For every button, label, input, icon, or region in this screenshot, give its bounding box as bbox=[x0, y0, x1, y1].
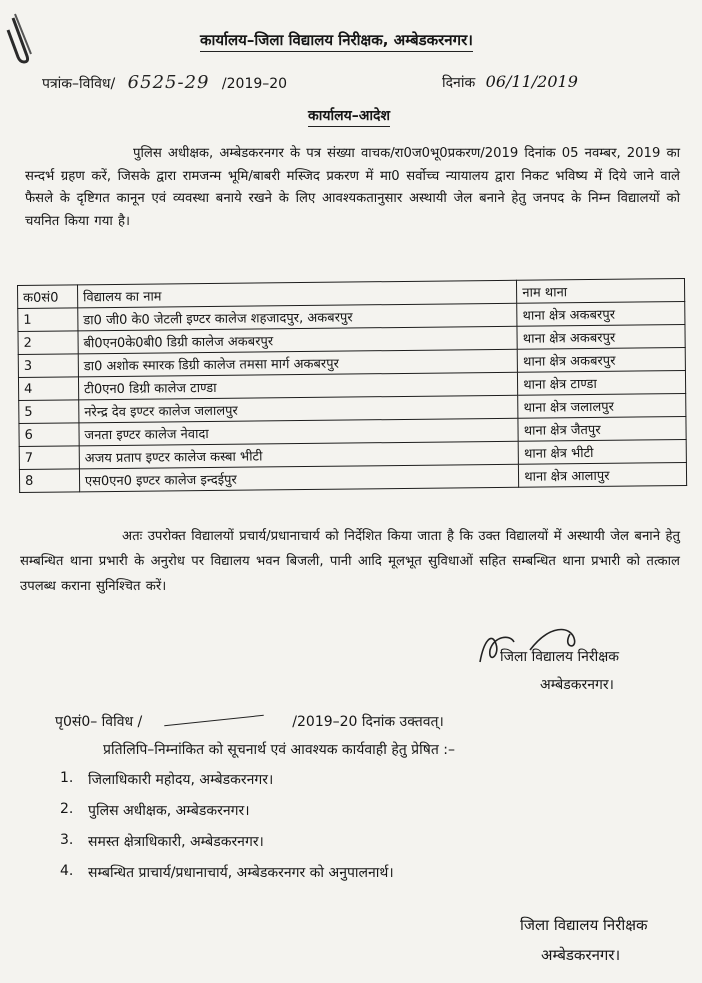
schools-table bbox=[17, 278, 687, 493]
signature2-place: अम्बेडकरनगर। bbox=[541, 946, 621, 964]
header-thana-name: नाम थाना bbox=[517, 279, 685, 304]
header-school-name: विद्यालय का नाम bbox=[77, 280, 517, 308]
intro-paragraph: पुलिस अधीक्षक, अम्बेडकरनगर के पत्र संख्या वाचक/रा0ज0भू0प्रकरण/2019 दिनांक 05 नवम्बर, 2019 का सन्दर्भ ग्रहण करें, जिसके द्वारा रामजन्म भूमि/बाबरी मस्जिद प्रकरण में मा0 सर्वोच्च न्यायालय द्वारा निकट भविष्य में दिये जाने वाले फैसले के दृष्टिगत कानून एवं व्यवस्था बनाये रखने के लिए आवश्यकतानुसार अस्थायी जेल बनाने हेतु जनपद के निम्न विद्यालयों को चयनित किया गया है। bbox=[25, 146, 680, 229]
list-item-number: 3. bbox=[60, 832, 74, 848]
handwritten-dash bbox=[165, 715, 265, 726]
copy-intro: प्रतिलिपि–निम्नांकित को सूचनार्थ एवं आवश्यक कार्यवाही हेतु प्रेषित :– bbox=[103, 742, 456, 758]
school-cell: बी0एन0के0बी0 डिग्री कालेज अकबरपुर bbox=[78, 326, 518, 354]
list-item-text: पुलिस अधीक्षक, अम्बेडकरनगर। bbox=[88, 803, 250, 819]
thana-cell: थाना क्षेत्र आलापुर bbox=[519, 462, 687, 487]
school-cell: जनता इण्टर कालेज नेवादा bbox=[79, 418, 519, 446]
thana-cell: थाना क्षेत्र जलालपुर bbox=[518, 394, 686, 419]
ref-number-handwritten: 6525-29 bbox=[127, 72, 210, 93]
list-item-text: समस्त क्षेत्राधिकारी, अम्बेडकरनगर। bbox=[88, 834, 264, 850]
school-cell: डा0 जी0 के0 जेटली इण्टर कालेज शहजादपुर, अकबरपुर bbox=[78, 303, 518, 331]
thana-cell: थाना क्षेत्र अकबरपुर bbox=[517, 325, 685, 350]
serial-cell: 7 bbox=[19, 446, 79, 470]
list-item-number: 1. bbox=[60, 770, 74, 786]
list-item bbox=[60, 801, 394, 832]
copy-reference-line bbox=[55, 712, 444, 731]
date-label: दिनांक bbox=[442, 75, 476, 91]
copy-recipient-list bbox=[60, 770, 394, 894]
serial-cell: 1 bbox=[18, 308, 78, 332]
thana-cell: थाना क्षेत्र टाण्डा bbox=[518, 371, 686, 396]
signature1-title: जिला विद्यालय निरीक्षक bbox=[500, 649, 620, 665]
list-item bbox=[60, 832, 394, 863]
list-item-number: 4. bbox=[60, 863, 74, 879]
date-value-handwritten: 06/11/2019 bbox=[485, 72, 578, 91]
thana-cell: थाना क्षेत्र अकबरपुर bbox=[517, 302, 685, 327]
serial-cell: 8 bbox=[19, 469, 79, 493]
list-item bbox=[60, 770, 394, 801]
instruction-paragraph: अतः उपरोक्त विद्यालयों प्रचार्य/प्रधानाचार्य को निर्देशित किया जाता है कि उक्त विद्यालयों में अस्थायी जेल बनाने हेतु सम्बन्धित थाना प्रभारी के अनुरोध पर विद्यालय भवन बिजली, पानी आदि मूलभूत सुविधाओं सहित सम्बन्धित थाना प्रभारी को तत्काल उपलब्ध कराना सुनिश्चित करें। bbox=[20, 529, 680, 594]
school-cell: नरेन्द्र देव इण्टर कालेज जलालपुर bbox=[79, 395, 519, 423]
copy-ref-prefix: पृ0सं0– विविध / bbox=[55, 714, 143, 730]
serial-cell: 3 bbox=[18, 354, 78, 378]
thana-cell: थाना क्षेत्र भीटी bbox=[518, 440, 686, 465]
list-item-number: 2. bbox=[60, 801, 74, 817]
ref-prefix: पत्रांक–विविध/ bbox=[42, 76, 116, 92]
header-serial: क0सं0 bbox=[18, 285, 78, 309]
reference-line bbox=[42, 72, 287, 93]
office-title: कार्यालय–जिला विद्यालय निरीक्षक, अम्बेडकरनगर। bbox=[200, 30, 473, 52]
serial-cell: 6 bbox=[19, 423, 79, 447]
school-cell: अजय प्रताप इण्टर कालेज कस्बा भीटी bbox=[79, 441, 519, 469]
list-item-text: जिलाधिकारी महोदय, अम्बेडकरनगर। bbox=[88, 772, 274, 788]
school-cell: एस0एन0 इण्टर कालेज इन्दईपुर bbox=[79, 464, 519, 492]
signature2-title: जिला विद्यालय निरीक्षक bbox=[520, 916, 648, 934]
signature1-place: अम्बेडकरनगर। bbox=[540, 677, 614, 693]
serial-cell: 4 bbox=[18, 377, 78, 401]
serial-cell: 2 bbox=[18, 331, 78, 355]
thana-cell: थाना क्षेत्र अकबरपुर bbox=[517, 348, 685, 373]
list-item-text: सम्बन्धित प्राचार्य/प्रधानाचार्य, अम्बेडकरनगर को अनुपालनार्थ। bbox=[88, 865, 394, 881]
list-item bbox=[60, 863, 394, 894]
date-line bbox=[442, 72, 578, 92]
order-title: कार्यालय–आदेश bbox=[308, 106, 390, 127]
school-cell: टी0एन0 डिग्री कालेज टाण्डा bbox=[78, 372, 518, 400]
school-cell: डा0 अशोक स्मारक डिग्री कालेज तमसा मार्ग अकबरपुर bbox=[78, 349, 518, 377]
copy-ref-suffix: /2019–20 दिनांक उक्तवत्। bbox=[292, 714, 444, 730]
paper-clip-icon bbox=[5, 10, 35, 65]
serial-cell: 5 bbox=[19, 400, 79, 424]
ref-year: /2019–20 bbox=[221, 76, 288, 92]
thana-cell: थाना क्षेत्र जैतपुर bbox=[518, 417, 686, 442]
